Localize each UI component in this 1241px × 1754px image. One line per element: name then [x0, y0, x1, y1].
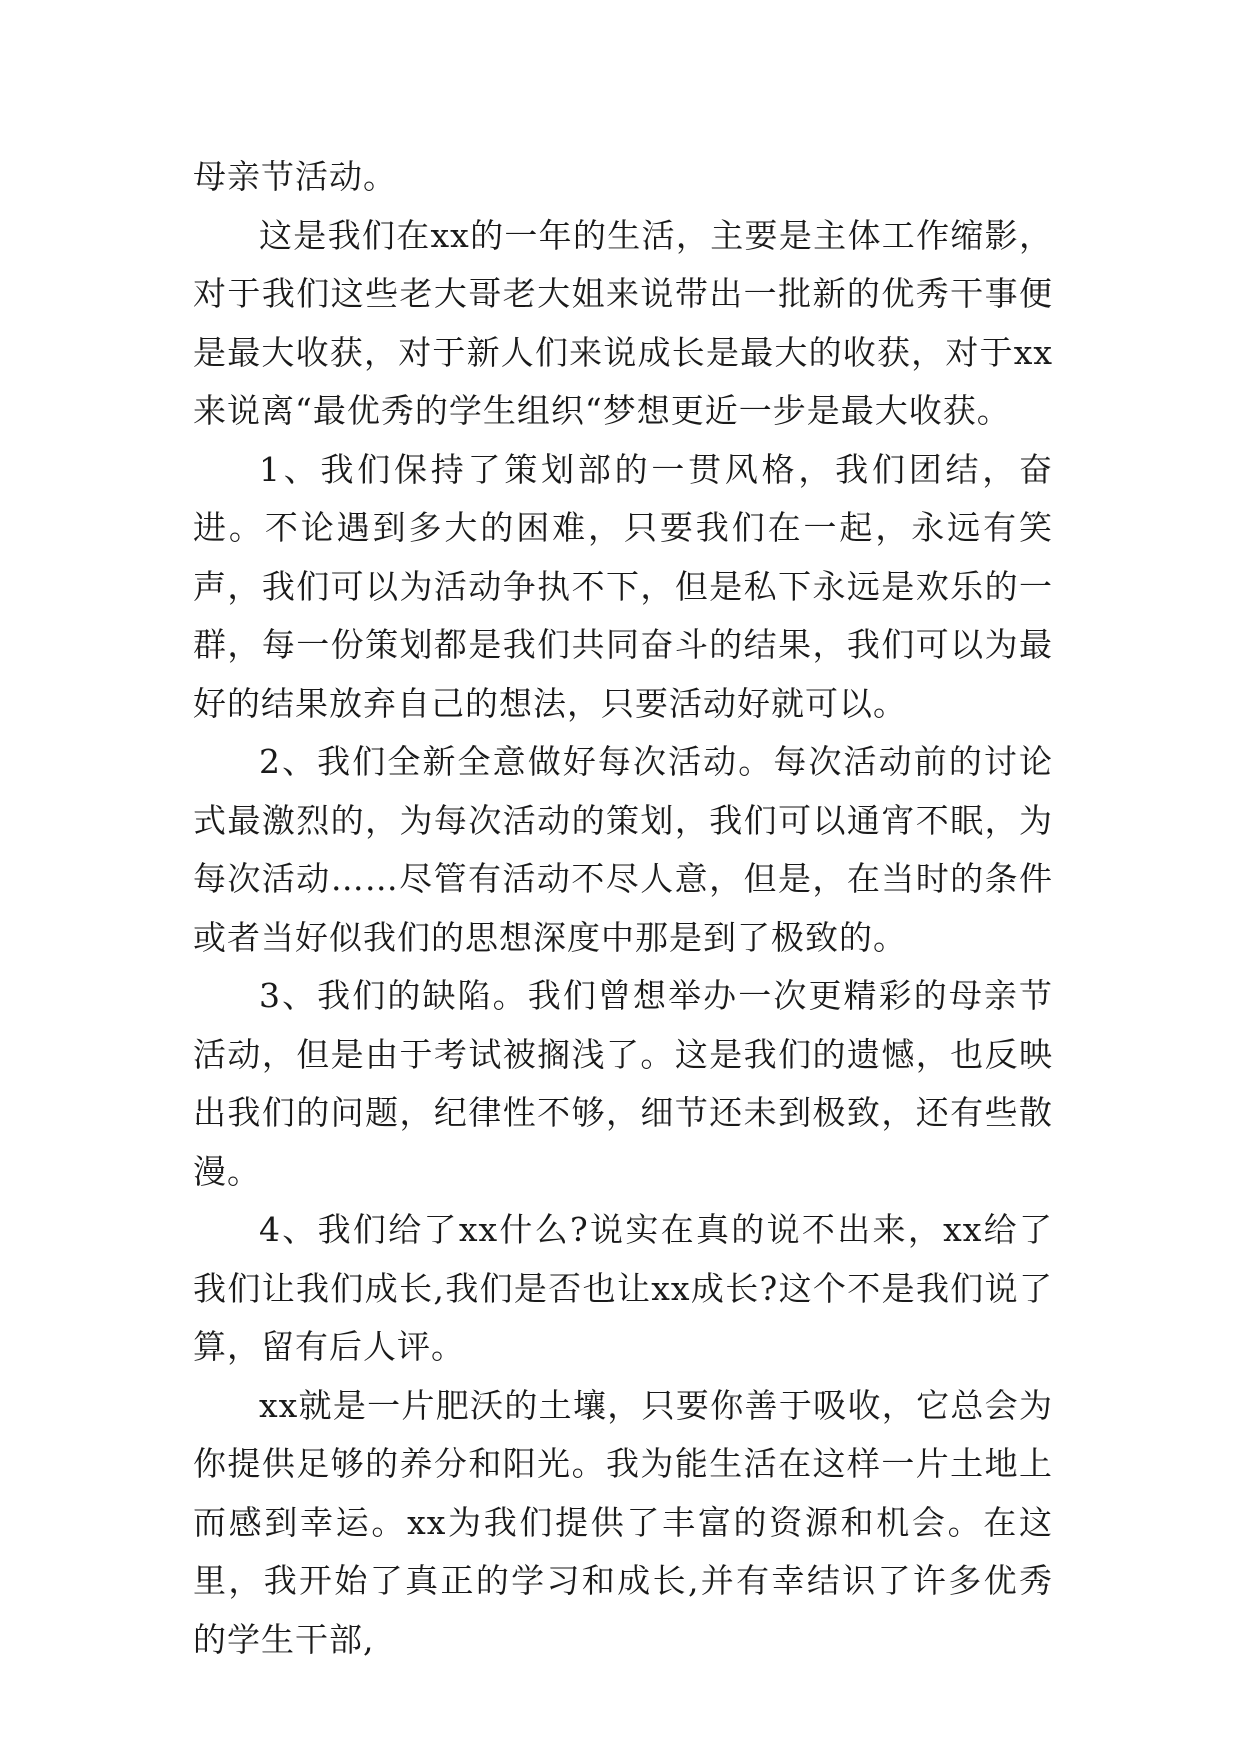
document-body	[193, 148, 1053, 1669]
paragraph-xx-soil: xx就是一片肥沃的土壤，只要你善于吸收，它总会为你提供足够的养分和阳光。我为能生活在这样一片土地上而感到幸运。xx为我们提供了丰富的资源和机会。在这里，我开始了真正的学习和成长,并有幸结识了许多优秀的学生干部,	[193, 1385, 1053, 1659]
paragraph-point-3: 3、我们的缺陷。我们曾想举办一次更精彩的母亲节活动，但是由于考试被搁浅了。这是我们的遗憾，也反映出我们的问题，纪律性不够，细节还未到极致，还有些散漫。	[193, 976, 1053, 1191]
paragraph-year-summary: 这是我们在xx的一年的生活，主要是主体工作缩影，对于我们这些老大哥老大姐来说带出一批新的优秀干事便是最大收获，对于新人们来说成长是最大的收获，对于xx来说离“最优秀的学生组织“梦想更近一步是最大收获。	[193, 215, 1053, 430]
paragraph-point-4: 4、我们给了xx什么?说实在真的说不出来，xx给了我们让我们成长,我们是否也让xx成长?这个不是我们说了算，留有后人评。	[193, 1210, 1053, 1366]
paragraph-continuation: 母亲节活动。	[193, 157, 397, 196]
paragraph-point-2: 2、我们全新全意做好每次活动。每次活动前的讨论式最激烈的，为每次活动的策划，我们可以通宵不眠，为每次活动……尽管有活动不尽人意，但是，在当时的条件或者当好似我们的思想深度中那是到了极致的。	[193, 742, 1053, 957]
paragraph-point-1: 1、我们保持了策划部的一贯风格，我们团结，奋进。不论遇到多大的困难，只要我们在一起，永远有笑声，我们可以为活动争执不下，但是私下永远是欢乐的一群，每一份策划都是我们共同奋斗的结果，我们可以为最好的结果放弃自己的想法，只要活动好就可以。	[193, 449, 1053, 723]
